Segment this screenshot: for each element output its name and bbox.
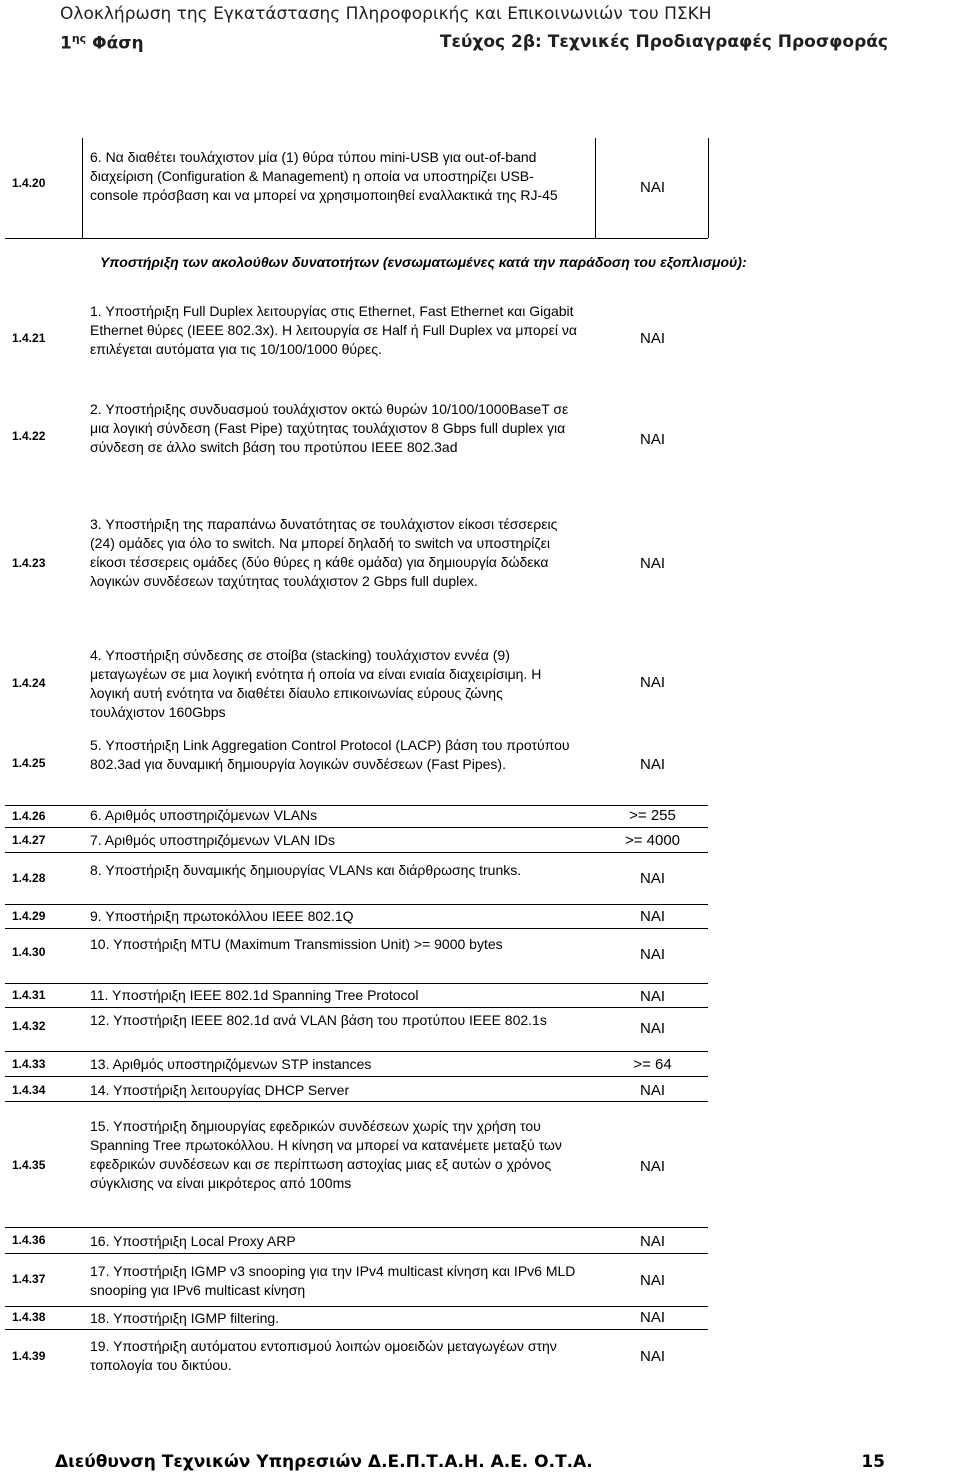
row-value: ΝΑΙ bbox=[639, 1020, 665, 1037]
row-code: 1.4.30 bbox=[12, 945, 46, 959]
row-description: 19. Υποστήριξη αυτόματου εντοπισμού λοιπών ομοειδών μεταγωγέων στην τοπολογία του δικτύου. bbox=[90, 1338, 557, 1373]
row-code: 1.4.21 bbox=[12, 331, 46, 345]
row-description: 1. Υποστήριξη Full Duplex λειτουργίας στις Ethernet, Fast Ethernet και Gigabit Ethernet θύρες (IEEE 802.3x). Η λειτουργία σε Half ή Full Duplex να μπορεί να επιλέγεται αυτόματα για τις 10/100/1000 θύρες. bbox=[90, 303, 577, 357]
page-footer bbox=[55, 1452, 885, 1472]
section-heading: Υποστήριξη των ακολούθων δυνατοτήτων (ενσωματωμένες κατά την παράδοση του εξοπλισμού): bbox=[100, 254, 747, 270]
row-code: 1.4.20 bbox=[12, 176, 46, 190]
row-value: ΝΑΙ bbox=[639, 1082, 665, 1099]
table-divider bbox=[5, 1007, 708, 1008]
row-code: 1.4.32 bbox=[12, 1019, 46, 1033]
table-divider bbox=[708, 138, 709, 238]
row-description: 10. Υποστήριξη MTU (Maximum Transmission Unit) >= 9000 bytes bbox=[90, 936, 503, 952]
row-description: 13. Αριθμός υποστηριζόμενων STP instances bbox=[90, 1056, 372, 1072]
table-divider bbox=[5, 928, 708, 929]
row-description: 17. Υποστήριξη IGMP v3 snooping για την IPv4 multicast κίνηση και IPv6 MLD snooping για IPv6 multicast κίνηση bbox=[90, 1263, 576, 1298]
row-code: 1.4.22 bbox=[12, 429, 46, 443]
row-code: 1.4.25 bbox=[12, 756, 46, 770]
row-description: 15. Υποστήριξη δημιουργίας εφεδρικών συνδέσεων χωρίς την χρήση του Spanning Tree πρωτοκόλλου. Η κίνηση να μπορεί να κατανέμετε μεταξύ των εφεδρικών συνδέσεων και σε περίπτωση αστοχίας μιας εξ αυτών ο χρόνος σύγκλισης να είναι μικρότερος από 100ms bbox=[90, 1118, 562, 1191]
row-code: 1.4.29 bbox=[12, 909, 46, 923]
issue-label: Τεύχος 2β: Τεχνικές Προδιαγραφές Προσφοράς bbox=[439, 32, 888, 52]
row-value: >= 4000 bbox=[624, 832, 681, 849]
row-value: ΝΑΙ bbox=[639, 870, 665, 887]
phase-word: Φάση bbox=[92, 33, 144, 54]
row-code: 1.4.36 bbox=[12, 1233, 46, 1247]
row-description: 7. Αριθμός υποστηριζόμενων VLAN IDs bbox=[90, 832, 336, 848]
table-divider bbox=[595, 138, 596, 238]
row-value: ΝΑΙ bbox=[639, 756, 665, 773]
row-value: ΝΑΙ bbox=[639, 1233, 665, 1250]
row-description: 11. Υποστήριξη IEEE 802.1d Spanning Tree Protocol bbox=[90, 987, 419, 1003]
row-code: 1.4.28 bbox=[12, 871, 46, 885]
row-value: ΝΑΙ bbox=[639, 431, 665, 448]
phase-number: 1 bbox=[60, 33, 72, 54]
row-value: >= 255 bbox=[629, 807, 676, 824]
row-description: 16. Υποστήριξη Local Proxy ARP bbox=[90, 1233, 296, 1249]
row-description: 18. Υποστήριξη IGMP filtering. bbox=[90, 1310, 280, 1326]
row-description: 12. Υποστήριξη IEEE 802.1d ανά VLAN βάση του προτύπου IEEE 802.1s bbox=[90, 1012, 547, 1028]
row-code: 1.4.27 bbox=[12, 833, 46, 847]
table-divider bbox=[5, 827, 708, 828]
row-description: 2. Υποστήριξης συνδυασμού τουλάχιστον οκτώ θυρών 10/100/1000BaseT σε μια λογική σύνδεση (Fast Pipe) ταχύτητας τουλάχιστον 8 Gbps full duplex για σύνδεση σε άλλο switch βάση του προτύπου IEEE 802.3ad bbox=[90, 401, 569, 455]
row-code: 1.4.37 bbox=[12, 1272, 46, 1286]
row-code: 1.4.23 bbox=[12, 556, 46, 570]
row-description: 14. Υποστήριξη λειτουργίας DHCP Server bbox=[90, 1082, 350, 1098]
row-value: ΝΑΙ bbox=[639, 908, 665, 925]
table-divider bbox=[5, 852, 708, 853]
row-value: ΝΑΙ bbox=[639, 330, 665, 347]
row-value: >= 64 bbox=[633, 1056, 672, 1073]
phase-ordinal: ης bbox=[71, 32, 87, 45]
table-divider bbox=[5, 1101, 708, 1102]
row-value: ΝΑΙ bbox=[639, 1309, 665, 1326]
row-code: 1.4.33 bbox=[12, 1057, 46, 1071]
table-divider bbox=[5, 983, 708, 984]
footer-organization: Διεύθυνση Τεχνικών Υπηρεσιών Δ.Ε.Π.Τ.Α.Η. Α.Ε. Ο.Τ.Α. bbox=[55, 1452, 593, 1472]
table-divider bbox=[5, 904, 708, 905]
table-divider bbox=[5, 238, 708, 239]
row-value: ΝΑΙ bbox=[639, 1158, 665, 1175]
row-description: 6. Αριθμός υποστηριζόμενων VLANs bbox=[90, 807, 318, 823]
table-divider bbox=[5, 1329, 708, 1330]
row-value: ΝΑΙ bbox=[639, 1348, 665, 1365]
row-description: 8. Υποστήριξη δυναμικής δημιουργίας VLANs και διάρθρωσης trunks. bbox=[90, 862, 522, 878]
row-description: 6. Να διαθέτει τουλάχιστον μία (1) θύρα τύπου mini-USB για out-of-band διαχείριση (Configuration & Management) η οποία να υποστηρίζει USB-console πρόσβαση και να μπορεί να χρησιμοποιηθεί εναλλακτικά της RJ-45 bbox=[90, 149, 558, 203]
row-code: 1.4.34 bbox=[12, 1083, 46, 1097]
table-divider bbox=[5, 1227, 708, 1228]
page-number: 15 bbox=[861, 1452, 885, 1472]
row-description: 9. Υποστήριξη πρωτοκόλλου IEEE 802.1Q bbox=[90, 908, 354, 924]
table-divider bbox=[5, 1253, 708, 1254]
row-code: 1.4.24 bbox=[12, 676, 46, 690]
document-title: Ολοκλήρωση της Εγκατάστασης Πληροφορικής και Επικοινωνιών του ΠΣΚΗ bbox=[60, 4, 712, 24]
row-value: ΝΑΙ bbox=[639, 946, 665, 963]
row-code: 1.4.26 bbox=[12, 809, 46, 823]
table-divider bbox=[82, 138, 83, 238]
row-code: 1.4.38 bbox=[12, 1310, 46, 1324]
table-divider bbox=[5, 1306, 708, 1307]
row-value: ΝΑΙ bbox=[639, 555, 665, 572]
row-code: 1.4.39 bbox=[12, 1349, 46, 1363]
row-value: ΝΑΙ bbox=[639, 179, 665, 196]
row-value: ΝΑΙ bbox=[639, 988, 665, 1005]
row-description: 5. Υποστήριξη Link Aggregation Control Protocol (LACP) βάση του προτύπου 802.3ad για δυναμική δημιουργία λογικών συνδέσεων (Fast Pipes). bbox=[90, 737, 570, 772]
table-divider bbox=[5, 1051, 708, 1052]
row-description: 4. Υποστήριξη σύνδεσης σε στοίβα (stacking) τουλάχιστον εννέα (9) μεταγωγέων σε μια λογική ενότητα ή οποία να είναι ενιαία διαχειρίσιμη. Η λογική αυτή ενότητα να διαθέτει δίαυλο επικοινωνίας εύρους ζώνης τουλάχιστον 160Gbps bbox=[90, 647, 542, 720]
row-value: ΝΑΙ bbox=[639, 1272, 665, 1289]
row-code: 1.4.35 bbox=[12, 1158, 46, 1172]
table-divider bbox=[5, 1076, 708, 1077]
row-code: 1.4.31 bbox=[12, 988, 46, 1002]
row-value: ΝΑΙ bbox=[639, 674, 665, 691]
row-description: 3. Υποστήριξη της παραπάνω δυνατότητας σε τουλάχιστον είκοσι τέσσερεις (24) ομάδες για όλο το switch. Να μπορεί δηλαδή το switch να υποστηρίζει είκοσι τέσσερεις ομάδες (δύο θύρες η κάθε ομάδα) για δημιουργία δώδεκα λογικών συνδέσεων ταχύτητας τουλάχιστον 2 Gbps full duplex. bbox=[90, 516, 558, 589]
